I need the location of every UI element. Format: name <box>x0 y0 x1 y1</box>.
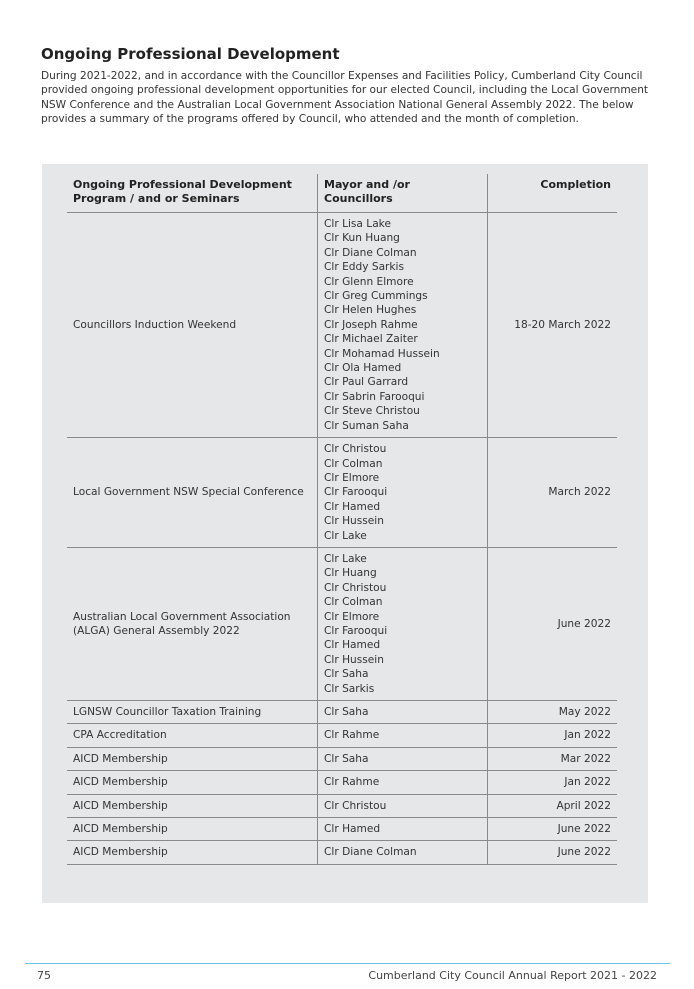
attendee-name: Clr Eddy Sarkis <box>324 261 405 274</box>
program-cell: Local Government NSW Special Conference <box>67 438 318 548</box>
attendee-name: Clr Christou <box>324 799 387 812</box>
completion-cell: Jan 2022 <box>488 771 618 794</box>
program-cell: LGNSW Councillor Taxation Training <box>67 701 318 724</box>
attendee-name: Clr Saha <box>324 668 369 681</box>
completion-cell: Jan 2022 <box>488 724 618 747</box>
attendee-name: Clr Elmore <box>324 610 380 623</box>
attendees-cell <box>318 794 488 817</box>
table-panel <box>42 164 648 903</box>
attendee-name: Clr Rahme <box>324 729 380 742</box>
attendee-name: Clr Lake <box>324 552 367 565</box>
attendee-name: Clr Michael Zaiter <box>324 333 418 346</box>
attendee-name: Clr Paul Garrard <box>324 376 409 389</box>
attendees-cell <box>318 747 488 770</box>
section-heading: Ongoing Professional Development <box>41 45 340 63</box>
program-cell: AICD Membership <box>67 794 318 817</box>
completion-cell: Mar 2022 <box>488 747 618 770</box>
attendee-name: Clr Joseph Rahme <box>324 318 418 331</box>
attendees-cell <box>318 213 488 438</box>
attendee-name: Clr Lake <box>324 529 367 542</box>
attendee-name: Clr Huang <box>324 567 377 580</box>
table-body <box>67 213 617 865</box>
table-header-row <box>67 174 617 213</box>
attendee-name: Clr Hussein <box>324 653 384 666</box>
attendee-name: Clr Mohamad Hussein <box>324 347 440 360</box>
program-cell: AICD Membership <box>67 841 318 864</box>
program-cell: CPA Accreditation <box>67 724 318 747</box>
program-cell: Australian Local Government Association (ALGA) General Assembly 2022 <box>67 547 318 700</box>
table-row <box>67 747 617 770</box>
header-completion: Completion <box>488 174 618 213</box>
table-row <box>67 724 617 747</box>
program-cell: AICD Membership <box>67 747 318 770</box>
attendee-name: Clr Glenn Elmore <box>324 275 414 288</box>
attendees-cell <box>318 547 488 700</box>
attendee-name: Clr Saha <box>324 752 369 765</box>
attendee-name: Clr Sabrin Farooqui <box>324 390 425 403</box>
attendees-cell <box>318 771 488 794</box>
attendee-name: Clr Suman Saha <box>324 419 409 432</box>
program-cell: AICD Membership <box>67 818 318 841</box>
attendees-cell <box>318 841 488 864</box>
attendee-name: Clr Rahme <box>324 776 380 789</box>
completion-cell: June 2022 <box>488 818 618 841</box>
header-program: Ongoing Professional Development Program / and or Seminars <box>67 174 318 213</box>
header-attendees: Mayor and /or Councillors <box>318 174 488 213</box>
table-row <box>67 438 617 548</box>
attendee-name: Clr Hamed <box>324 823 381 836</box>
attendee-name: Clr Farooqui <box>324 624 388 637</box>
table-row <box>67 701 617 724</box>
attendee-name: Clr Greg Cummings <box>324 290 428 303</box>
table-row <box>67 547 617 700</box>
intro-paragraph: During 2021-2022, and in accordance with the Councillor Expenses and Facilities Policy, Cumberland City Council provided ongoing professional development opportunities for our elected Council, including the Local Government NSW Conference and the Australian Local Government Association National General Assembly 2022. The below provides a summary of the programs offered by Council, who attended and the month of completion. <box>41 70 649 126</box>
attendee-name: Clr Saha <box>324 706 369 718</box>
completion-cell: April 2022 <box>488 794 618 817</box>
attendees-cell <box>318 701 488 724</box>
completion-cell: 18-20 March 2022 <box>488 213 618 438</box>
footer-rule <box>25 963 670 964</box>
attendee-name: Clr Colman <box>324 457 383 470</box>
attendee-name: Clr Steve Christou <box>324 405 420 418</box>
table-row <box>67 794 617 817</box>
table-row <box>67 771 617 794</box>
attendee-name: Clr Farooqui <box>324 486 388 499</box>
attendees-cell <box>318 818 488 841</box>
table-row <box>67 841 617 864</box>
page-number: 75 <box>37 969 51 982</box>
attendee-name: Clr Helen Hughes <box>324 304 417 317</box>
attendee-name: Clr Ola Hamed <box>324 362 402 375</box>
completion-cell: May 2022 <box>488 701 618 724</box>
attendee-name: Clr Hamed <box>324 639 381 652</box>
completion-cell: June 2022 <box>488 841 618 864</box>
attendee-name: Clr Diane Colman <box>324 246 417 259</box>
attendee-name: Clr Kun Huang <box>324 232 400 245</box>
attendee-name: Clr Sarkis <box>324 682 375 695</box>
attendee-name: Clr Lisa Lake <box>324 218 391 230</box>
attendee-name: Clr Hussein <box>324 515 384 528</box>
attendee-name: Clr Diane Colman <box>324 846 417 859</box>
completion-cell: June 2022 <box>488 547 618 700</box>
attendee-name: Clr Christou <box>324 443 387 456</box>
table-row <box>67 818 617 841</box>
attendees-cell <box>318 438 488 548</box>
attendee-name: Clr Elmore <box>324 471 380 484</box>
attendee-name: Clr Christou <box>324 581 387 594</box>
program-cell: Councillors Induction Weekend <box>67 213 318 438</box>
completion-cell: March 2022 <box>488 438 618 548</box>
attendees-cell <box>318 724 488 747</box>
attendee-name: Clr Colman <box>324 596 383 609</box>
program-cell: AICD Membership <box>67 771 318 794</box>
attendee-name: Clr Hamed <box>324 500 381 513</box>
development-table <box>67 174 617 865</box>
report-title: Cumberland City Council Annual Report 2021 - 2022 <box>368 969 657 982</box>
table-row <box>67 213 617 438</box>
